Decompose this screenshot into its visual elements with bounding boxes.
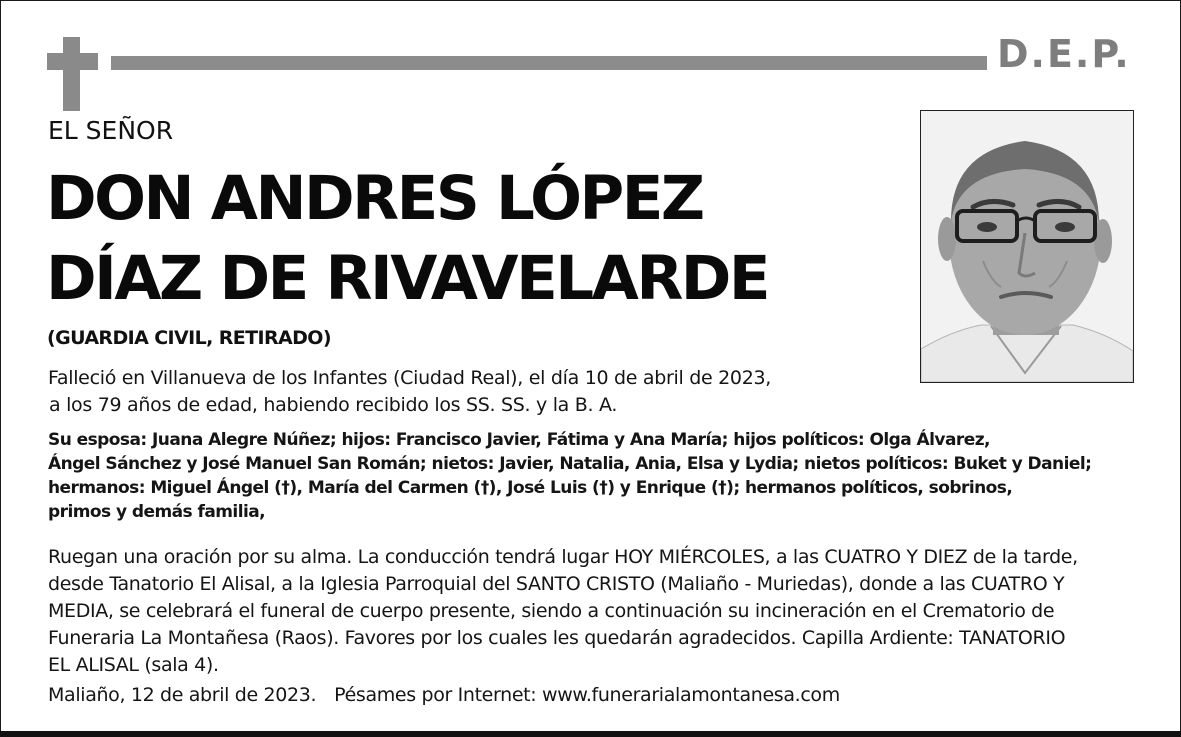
death-details xyxy=(48,365,1158,419)
deceased-name-line-1: DON ANDRES LÓPEZ xyxy=(46,163,703,234)
cross-icon-horizontal-bar xyxy=(47,53,98,70)
funeral-line-5: EL ALISAL (sala 4). xyxy=(48,654,219,676)
dep-label: D.E.P. xyxy=(997,32,1131,76)
closing-line xyxy=(48,682,1158,709)
family-members xyxy=(48,428,1158,524)
condolences-web: Pésames por Internet: www.funerarialamontanesa.com xyxy=(334,684,840,706)
death-details-line-1: Falleció en Villanueva de los Infantes (Ciudad Real), el día 10 de abril de 2023, xyxy=(48,367,772,389)
honorific: EL SEÑOR xyxy=(48,116,174,145)
deceased-name xyxy=(46,159,876,319)
family-line-3: hermanos: Miguel Ángel (†), María del Carmen (†), José Luis (†) y Enrique (†); hermanos políticos, sobrinos, xyxy=(48,478,1013,498)
deceased-name-line-2: DÍAZ DE RIVAVELARDE xyxy=(46,243,769,314)
funeral-line-3: MEDIA, se celebrará el funeral de cuerpo presente, siendo a continuación su incineración en el Crematorio de xyxy=(48,600,1055,622)
family-line-1: Su esposa: Juana Alegre Núñez; hijos: Francisco Javier, Fátima y Ana María; hijos políticos: Olga Álvarez, xyxy=(48,430,990,450)
funeral-line-4: Funeraria La Montañesa (Raos). Favores por los cuales les quedarán agradecidos. Capilla Ardiente: TANATORIO xyxy=(48,627,1066,649)
portrait-photo xyxy=(920,110,1134,383)
funeral-line-1: Ruegan una oración por su alma. La conducción tendrá lugar HOY MIÉRCOLES, a las CUATRO Y DIEZ de la tarde, xyxy=(48,546,1078,568)
death-details-line-2: a los 79 años de edad, habiendo recibido los SS. SS. y la B. A. xyxy=(49,394,618,416)
family-line-4: primos y demás familia, xyxy=(48,502,266,522)
bottom-border xyxy=(0,731,1181,737)
portrait-illustration xyxy=(921,111,1133,382)
header-rule xyxy=(111,56,987,70)
funeral-arrangements xyxy=(48,544,1158,679)
occupation: (GUARDIA CIVIL, RETIRADO) xyxy=(47,327,331,349)
closing-place-date: Maliaño, 12 de abril de 2023. xyxy=(48,684,317,706)
funeral-line-2: desde Tanatorio El Alisal, a la Iglesia Parroquial del SANTO CRISTO (Maliaño - Muriedas), donde a las CUATRO Y xyxy=(48,573,1065,595)
cross-icon-vertical-bar xyxy=(63,37,80,111)
family-line-2: Ángel Sánchez y José Manuel San Román; nietos: Javier, Natalia, Ania, Elsa y Lydia; nietos políticos: Buket y Daniel; xyxy=(48,454,1092,474)
